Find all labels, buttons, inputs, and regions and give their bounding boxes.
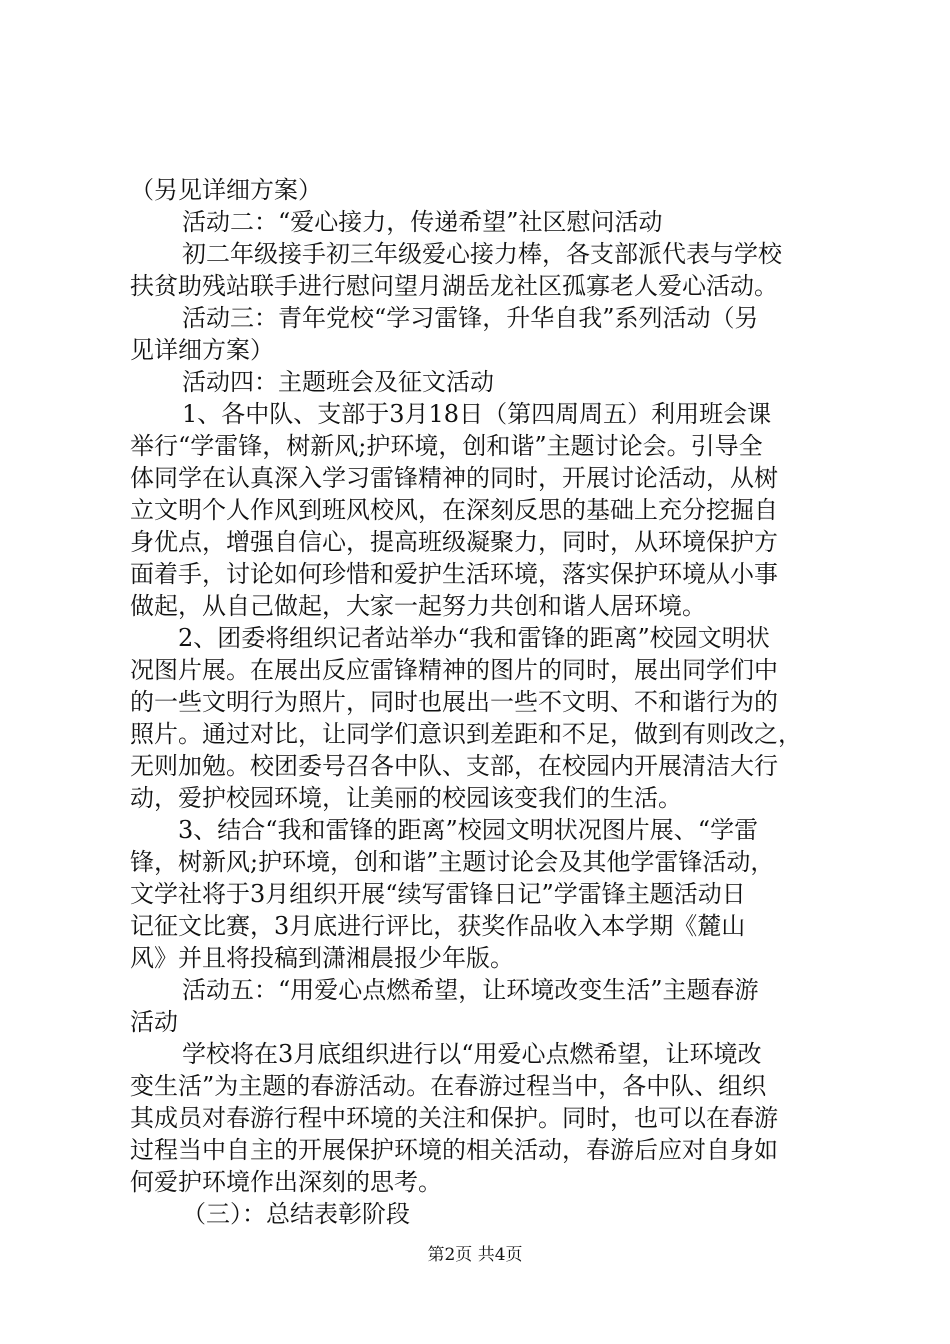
text-line: 面着手，讨论如何珍惜和爱护生活环境，落实保护环境从小事 — [130, 560, 778, 588]
text-line: 何爱护环境作出深刻的思考。 — [130, 1168, 442, 1196]
text-line: 体同学在认真深入学习雷锋精神的同时，开展讨论活动，从树 — [130, 464, 778, 492]
text-line: 动，爱护校园环境，让美丽的校园该变我们的生活。 — [130, 784, 682, 812]
text-line: 活动五：“用爱心点燃希望，让环境改变生活”主题春游 — [182, 976, 759, 1004]
text-line: 照片。通过对比，让同学们意识到差距和不足，做到有则改之， — [130, 720, 802, 748]
text-line: 扶贫助残站联手进行慰问望月湖岳龙社区孤寡老人爱心活动。 — [130, 272, 778, 300]
text-line: 锋，树新风;护环境，创和谐”主题讨论会及其他学雷锋活动， — [130, 848, 775, 876]
text-line: 活动 — [130, 1008, 178, 1036]
text-line: 活动三：青年党校“学习雷锋，升华自我”系列活动（另 — [182, 304, 759, 332]
text-line: 风》并且将投稿到潇湘晨报少年版。 — [130, 944, 514, 972]
text-line: 变生活”为主题的春游活动。在春游过程当中，各中队、组织 — [130, 1072, 767, 1100]
page-number-footer: 第2页 共4页 — [427, 1245, 523, 1265]
text-line: 文学社将于3月组织开展“续写雷锋日记”学雷锋主题活动日 — [130, 880, 746, 908]
text-line: 过程当中自主的开展保护环境的相关活动，春游后应对自身如 — [130, 1136, 778, 1164]
text-line: 活动四：主题班会及征文活动 — [182, 368, 494, 396]
text-line: 立文明个人作风到班风校风，在深刻反思的基础上充分挖掘自 — [130, 496, 778, 524]
text-line: （另见详细方案） — [130, 176, 322, 204]
text-line: 身优点，增强自信心，提高班级凝聚力，同时，从环境保护方 — [130, 528, 778, 556]
text-line: 3、结合“我和雷锋的距离”校园文明状况图片展、“学雷 — [178, 816, 759, 844]
section-heading: （三）：总结表彰阶段 — [182, 1200, 410, 1228]
text-line: 学校将在3月底组织进行以“用爱心点燃希望，让环境改 — [182, 1040, 762, 1068]
text-line: 活动二：“爱心接力，传递希望”社区慰问活动 — [182, 208, 663, 236]
text-line: 初二年级接手初三年级爱心接力棒，各支部派代表与学校 — [182, 240, 782, 268]
text-line: 做起，从自己做起，大家一起努力共创和谐人居环境。 — [130, 592, 706, 620]
text-line: 2、团委将组织记者站举办“我和雷锋的距离”校园文明状 — [178, 624, 770, 652]
text-line: 见详细方案） — [130, 336, 274, 364]
text-line: 无则加勉。校团委号召各中队、支部，在校园内开展清洁大行 — [130, 752, 778, 780]
text-line: 1、各中队、支部于3月18日（第四周周五）利用班会课 — [182, 400, 772, 428]
text-line: 举行“学雷锋，树新风;护环境，创和谐”主题讨论会。引导全 — [130, 432, 763, 460]
text-line: 其成员对春游行程中环境的关注和保护。同时，也可以在春游 — [130, 1104, 778, 1132]
text-line: 况图片展。在展出反应雷锋精神的图片的同时，展出同学们中 — [130, 656, 778, 684]
text-line: 记征文比赛，3月底进行评比，获奖作品收入本学期《麓山 — [130, 912, 746, 940]
text-line: 的一些文明行为照片，同时也展出一些不文明、不和谐行为的 — [130, 688, 778, 716]
